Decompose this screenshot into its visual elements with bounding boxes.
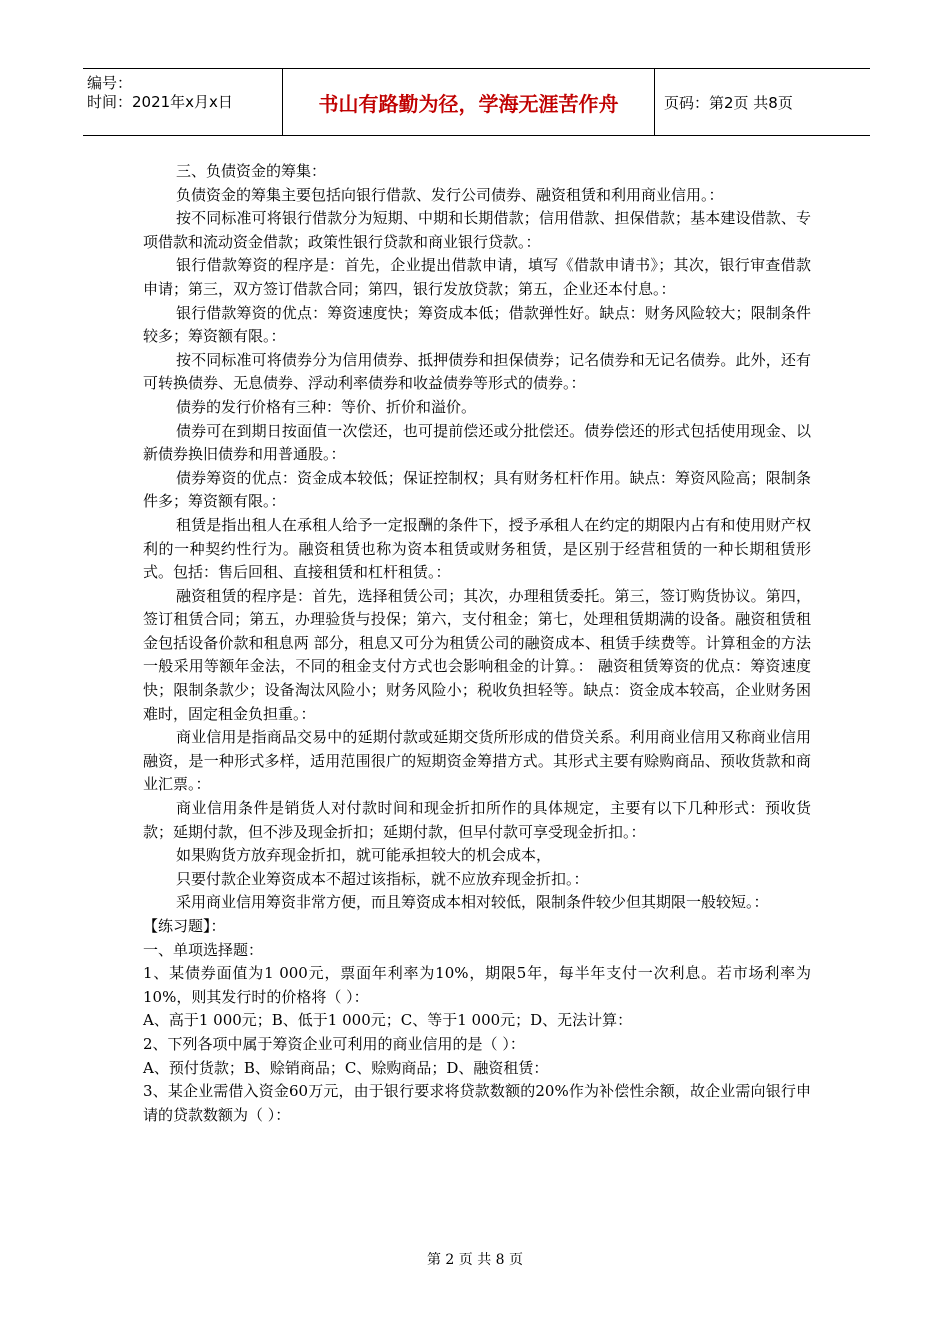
paragraph: 只要付款企业筹资成本不超过该指标，就不应放弃现金折扣。： (176, 869, 589, 888)
paragraph: 1、某债券面值为1 000元，票面年利率为10%，期限5年，每半年支付一次利息。若市场利率为10%，则其发行时的价格将（ ）： (143, 964, 811, 1006)
paragraph: 银行借款筹资的优点：筹资速度快；筹资成本低；借款弹性好。缺点：财务风险较大；限制条件较多；筹资额有限。： (143, 303, 811, 346)
header-motto: 书山有路勤为径，学海无涯苦作舟 (283, 69, 655, 135)
paragraph: 采用商业信用筹资非常方便，而且筹资成本相对较低，限制条件较少但其期限一般较短。： (176, 893, 769, 912)
header-table (83, 68, 870, 136)
header-meta-cell (83, 69, 283, 135)
paragraph: A、高于1 000元；B、低于1 000元；C、等于1 000元；D、无法计算： (143, 1011, 633, 1030)
paragraph: 债券筹资的优点：资金成本较低；保证控制权；具有财务杠杆作用。缺点：筹资风险高；限制条件多；筹资额有限。： (143, 468, 811, 511)
paragraph: 2、下列各项中属于筹资企业可利用的商业信用的是（ ）： (143, 1034, 525, 1053)
paragraph: 一、单项选择题： (143, 940, 264, 959)
paragraph: 债券可在到期日按面值一次偿还，也可提前偿还或分批偿还。债券偿还的形式包括使用现金、以新债券换旧债券和用普通股。： (143, 421, 811, 464)
paragraph: 三、负债资金的筹集： (176, 162, 327, 180)
paragraph: A、预付货款；B、赊销商品；C、赊购商品；D、融资租赁： (143, 1058, 549, 1077)
paragraph: 按不同标准可将债券分为信用债券、抵押债券和担保债券；记名债券和无记名债券。此外，还有可转换债券、无息债券、浮动利率债券和收益债券等形式的债券。： (143, 350, 811, 393)
paragraph: 商业信用是指商品交易中的延期付款或延期交货所形成的借贷关系。利用商业信用又称商业信用融资，是一种形式多样，适用范围很广的短期资金筹措方式。其形式主要有赊购商品、预收货款和商业汇票。： (143, 728, 811, 794)
paragraph: 租赁是指出租人在承租人给予一定报酬的条件下，授予承租人在约定的期限内占有和使用财产权利的一种契约性行为。融资租赁也称为资本租赁或财务租赁，是区别于经营租赁的一种长期租赁形式。包括：售后回租、直接租赁和杠杆租赁。： (143, 515, 811, 582)
paragraph: 债券的发行价格有三种：等价、折价和溢价。 (176, 397, 477, 416)
paragraph: 如果购货方放弃现金折扣，就可能承担较大的机会成本， (176, 846, 552, 865)
paragraph: 3、某企业需借入资金60万元，由于银行要求将贷款数额的20%作为补偿性余额，故企业需向银行申请的贷款数额为（ ）： (143, 1082, 811, 1124)
header-page-code: 页码：第2页 共8页 (664, 93, 793, 112)
number-label: 编号： (87, 74, 133, 92)
date-label: 时间：2021年x月x日 (87, 93, 233, 111)
paragraph: 按不同标准可将银行借款分为短期、中期和长期借款；信用借款、担保借款；基本建设借款、专项借款和流动资金借款；政策性银行贷款和商业银行贷款。： (143, 209, 811, 251)
document-body (143, 160, 811, 1127)
paragraph: 【练习题】： (143, 917, 226, 935)
page-footer: 第 2 页 共 8 页 (426, 1252, 524, 1268)
paragraph: 银行借款筹资的程序是：首先，企业提出借款申请，填写《借款申请书》；其次，银行审查借款申请；第三，双方签订借款合同；第四，银行发放贷款；第五，企业还本付息。： (143, 256, 811, 298)
paragraph: 融资租赁的程序是：首先，选择租赁公司；其次，办理租赁委托。第三，签订购货协议。第四，签订租赁合同；第五，办理验货与投保；第六，支付租金；第七，处理租赁期满的设备。融资租赁租金包括设备价款和租息两 部分，租息又可分为租赁公司的融资成本、租赁手续费等。计算租金的方法一般采用等额年金法，不同的租金支付方式也会影响租金的计算。： 融资租赁筹资的优点：筹资速度快；限制条款少；设备淘汰风险小；财务风险小；税收负担轻等。缺点：资金成本较高，企业财务困难时，固定租金负担重。： (143, 586, 811, 723)
paragraph: 商业信用条件是销货人对付款时间和现金折扣所作的具体规定，主要有以下几种形式：预收货款；延期付款，但不涉及现金折扣；延期付款，但早付款可享受现金折扣。： (143, 799, 811, 841)
paragraph: 负债资金的筹集主要包括向银行借款、发行公司债券、融资租赁和利用商业信用。： (176, 185, 724, 204)
